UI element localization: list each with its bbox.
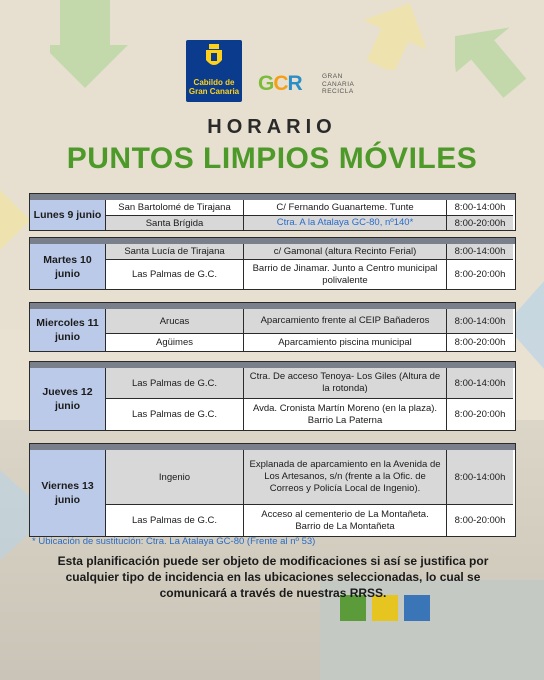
schedule-day-martes xyxy=(29,237,516,290)
gcr-logo: GCR xyxy=(258,72,302,95)
cabildo-logo xyxy=(186,40,242,102)
table-row: Santa Lucía de Tirajana c/ Gamonal (altura Recinto Ferial) 8:00-14:00h xyxy=(106,244,513,259)
green-arrow-icon xyxy=(455,10,544,100)
disclaimer-text: Esta planificación puede ser objeto de modificaciones si así se justifica por cualquier tipo de incidencia en las ubicaciones seleccionadas, lo cual se comunicará a través de nuestras RRSS. xyxy=(57,554,489,600)
day-label: Jueves 12 junio xyxy=(30,368,106,430)
yellow-arrow-icon xyxy=(360,0,430,70)
schedule-day-jueves xyxy=(29,361,516,431)
table-row: Las Palmas de G.C. Barrio de Jinamar. Junto a Centro municipal polivalente 8:00-20:00h xyxy=(106,259,513,289)
table-row: Arucas Aparcamiento frente al CEIP Bañaderos 8:00-14:00h xyxy=(106,309,513,333)
table-row: San Bartolomé de Tirajana C/ Fernando Guanarteme. Tunte 8:00-14:00h xyxy=(106,200,513,215)
day-label: Miercoles 11 junio xyxy=(30,309,106,351)
green-arrow-icon xyxy=(50,0,130,90)
day-label: Viernes 13 junio xyxy=(30,450,106,536)
gcr-logo-text: GRAN CANARIA RECICLA xyxy=(322,73,355,95)
table-row: Ingenio Explanada de aparcamiento en la Avenida de Los Artesanos, s/n (frente a la Ofic. de Correos y Policía Local de Ingenio). 8:00-14:00h xyxy=(106,450,513,504)
day-label: Lunes 9 junio xyxy=(30,200,106,230)
table-row: Las Palmas de G.C. Acceso al cementerio de La Montañeta. Barrio de La Montañeta 8:00-20:00h xyxy=(106,504,513,536)
table-row: Santa Brígida Ctra. A la Atalaya GC-80, nº140* 8:00-20:00h xyxy=(106,215,513,230)
cabildo-logo-text: Cabildo de Gran Canaria xyxy=(188,78,240,96)
schedule-day-viernes xyxy=(29,443,516,537)
horario-heading: HORARIO xyxy=(207,116,337,138)
table-row: Las Palmas de G.C. Ctra. De acceso Tenoya- Los Giles (Altura de la rotonda) 8:00-14:00h xyxy=(106,368,513,398)
crest-icon xyxy=(204,44,224,70)
schedule-day-miercoles xyxy=(29,302,516,352)
table-row: Agüimes Aparcamiento piscina municipal 8:00-20:00h xyxy=(106,333,513,351)
schedule-day-lunes xyxy=(29,193,516,231)
page-title: PUNTOS LIMPIOS MÓVILES xyxy=(66,142,478,175)
table-row: Las Palmas de G.C. Avda. Cronista Martín Moreno (en la plaza). Barrio La Paterna 8:00-20:00h xyxy=(106,398,513,430)
substitution-note: * Ubicación de sustitución: Ctra. La Atalaya GC-80 (Frente al nº 53) xyxy=(32,536,316,547)
day-label: Martes 10 junio xyxy=(30,244,106,289)
